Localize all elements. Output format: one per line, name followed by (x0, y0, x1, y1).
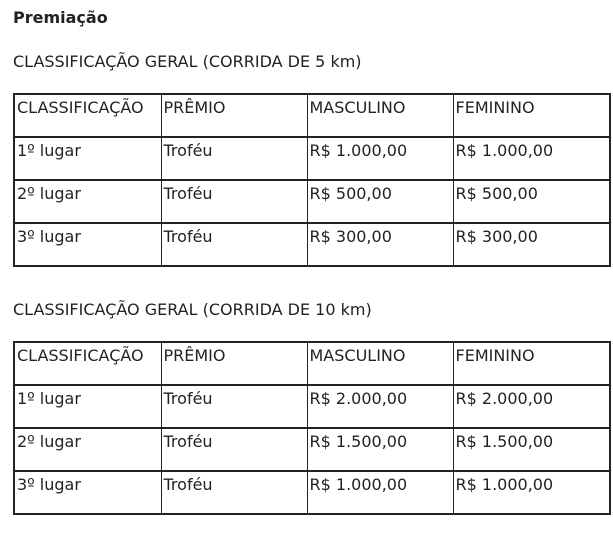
table-header-row (14, 94, 610, 137)
cell-place: 2º lugar (14, 428, 161, 471)
table-row (14, 137, 610, 180)
cell-prize: Troféu (161, 471, 307, 514)
cell-prize: Troféu (161, 223, 307, 266)
cell-female: R$ 300,00 (453, 223, 610, 266)
cell-prize: Troféu (161, 385, 307, 428)
cell-place: 3º lugar (14, 471, 161, 514)
header-masculino: MASCULINO (307, 94, 453, 137)
header-feminino: FEMININO (453, 342, 610, 385)
header-premio: PRÊMIO (161, 342, 307, 385)
cell-prize: Troféu (161, 137, 307, 180)
cell-male: R$ 1.000,00 (307, 137, 453, 180)
cell-place: 1º lugar (14, 385, 161, 428)
cell-prize: Troféu (161, 428, 307, 471)
cell-prize: Troféu (161, 180, 307, 223)
cell-female: R$ 1.000,00 (453, 137, 610, 180)
table-row (14, 223, 610, 266)
page-heading: Premiação (13, 8, 108, 27)
table-row (14, 471, 610, 514)
cell-female: R$ 1.000,00 (453, 471, 610, 514)
cell-male: R$ 1.000,00 (307, 471, 453, 514)
table-row (14, 180, 610, 223)
header-classificacao: CLASSIFICAÇÃO (14, 342, 161, 385)
table-row (14, 385, 610, 428)
prize-table-10k (13, 341, 611, 515)
header-feminino: FEMININO (453, 94, 610, 137)
prize-table-5k (13, 93, 611, 267)
cell-female: R$ 500,00 (453, 180, 610, 223)
header-masculino: MASCULINO (307, 342, 453, 385)
header-premio: PRÊMIO (161, 94, 307, 137)
cell-place: 3º lugar (14, 223, 161, 266)
cell-male: R$ 1.500,00 (307, 428, 453, 471)
cell-male: R$ 2.000,00 (307, 385, 453, 428)
table-header-row (14, 342, 610, 385)
cell-female: R$ 2.000,00 (453, 385, 610, 428)
cell-male: R$ 500,00 (307, 180, 453, 223)
section-title-5k: CLASSIFICAÇÃO GERAL (CORRIDA DE 5 km) (13, 52, 362, 71)
cell-place: 2º lugar (14, 180, 161, 223)
cell-place: 1º lugar (14, 137, 161, 180)
cell-male: R$ 300,00 (307, 223, 453, 266)
table-row (14, 428, 610, 471)
section-title-10k: CLASSIFICAÇÃO GERAL (CORRIDA DE 10 km) (13, 300, 372, 319)
cell-female: R$ 1.500,00 (453, 428, 610, 471)
header-classificacao: CLASSIFICAÇÃO (14, 94, 161, 137)
